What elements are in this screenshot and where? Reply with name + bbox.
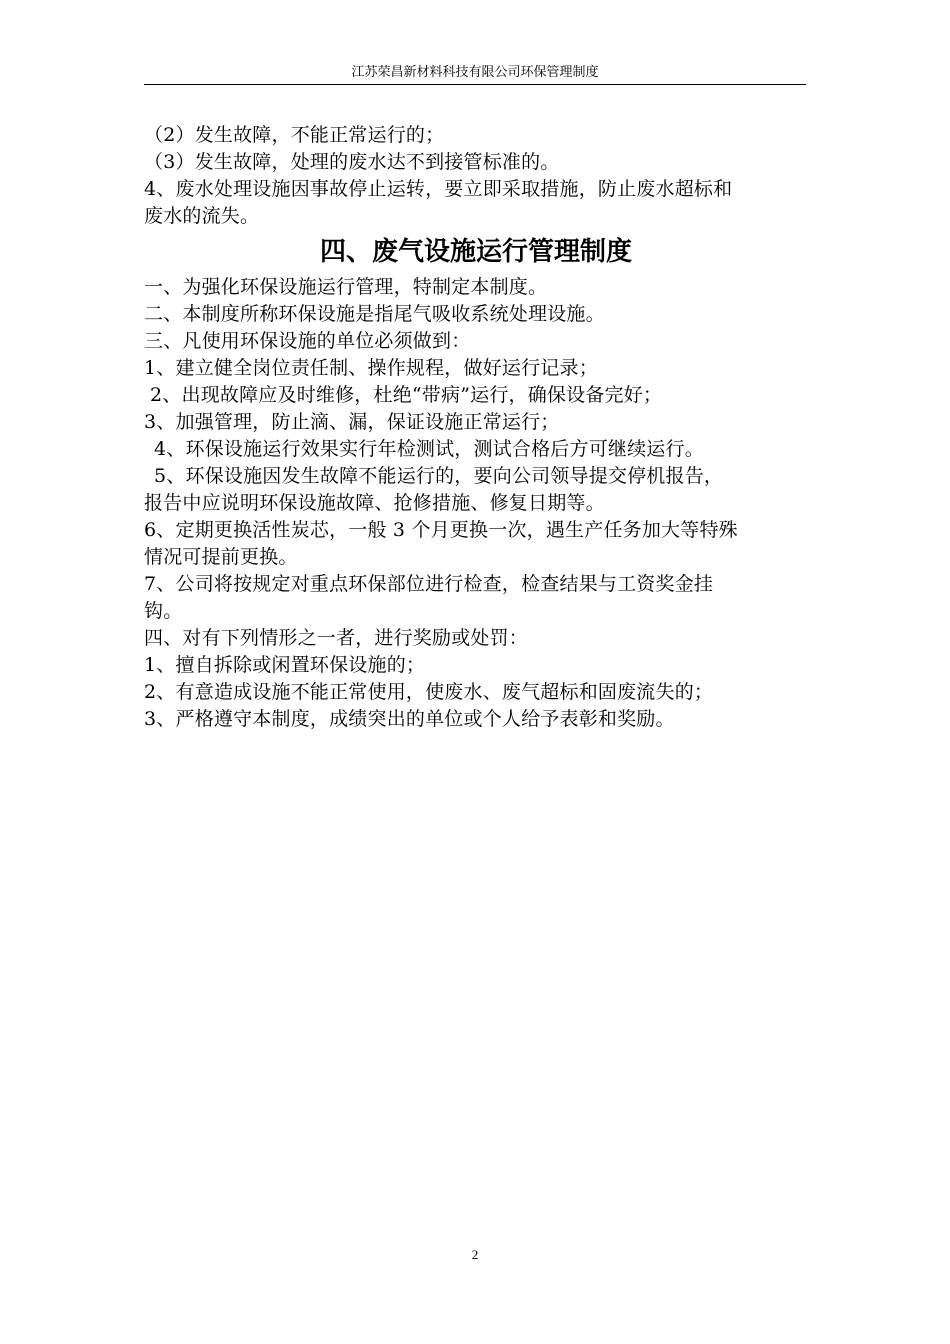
text-line: 3、加强管理，防止滴、漏，保证设施正常运行； — [144, 411, 560, 433]
text-line: 4、环保设施运行效果实行年检测试，测试合格后方可继续运行。 — [154, 438, 704, 460]
page-number: 2 — [471, 1247, 479, 1262]
text-line: 四、对有下列情形之一者，进行奖励或处罚： — [144, 627, 529, 649]
text-line: 废水的流失。 — [144, 205, 260, 227]
text-line: 1、擅自拆除或闲置环保设施的； — [144, 654, 426, 676]
text-line: 1、建立健全岗位责任制、操作规程，做好运行记录； — [144, 357, 598, 379]
text-line: （3）发生故障，处理的废水达不到接管标准的。 — [144, 151, 560, 173]
text-line: 5、环保设施因发生故障不能运行的，要向公司领导提交停机报告， — [154, 465, 724, 487]
text-line: 6、定期更换活性炭芯，一般 3 个月更换一次，遇生产任务加大等特殊 — [144, 519, 738, 541]
text-line: 3、严格遵守本制度，成绩突出的单位或个人给予表彰和奖励。 — [144, 708, 675, 730]
section-heading: 四、废气设施运行管理制度 — [319, 237, 632, 267]
text-line: 4、废水处理设施因事故停止运转，要立即采取措施，防止废水超标和 — [144, 178, 733, 200]
text-line: 一、为强化环保设施运行管理，特制定本制度。 — [144, 276, 548, 298]
document-body — [144, 122, 808, 733]
text-line: 报告中应说明环保设施故障、抢修措施、修复日期等。 — [144, 492, 605, 514]
text-line: 二、本制度所称环保设施是指尾气吸收系统处理设施。 — [144, 303, 605, 325]
page-header: 江苏荣昌新材料科技有限公司环保管理制度 — [144, 64, 806, 85]
text-line: 2、有意造成设施不能正常使用，使废水、废气超标和固废流失的； — [144, 681, 714, 703]
text-line: 2、出现故障应及时维修，杜绝“带病”运行，确保设备完好； — [150, 384, 663, 406]
text-line: 情况可提前更换。 — [144, 546, 298, 568]
text-line: 三、凡使用环保设施的单位必须做到： — [144, 330, 471, 352]
text-line: 7、公司将按规定对重点环保部位进行检查，检查结果与工资奖金挂 — [144, 573, 714, 595]
text-line: （2）发生故障，不能正常运行的； — [144, 124, 445, 146]
text-line: 钩。 — [144, 600, 183, 622]
